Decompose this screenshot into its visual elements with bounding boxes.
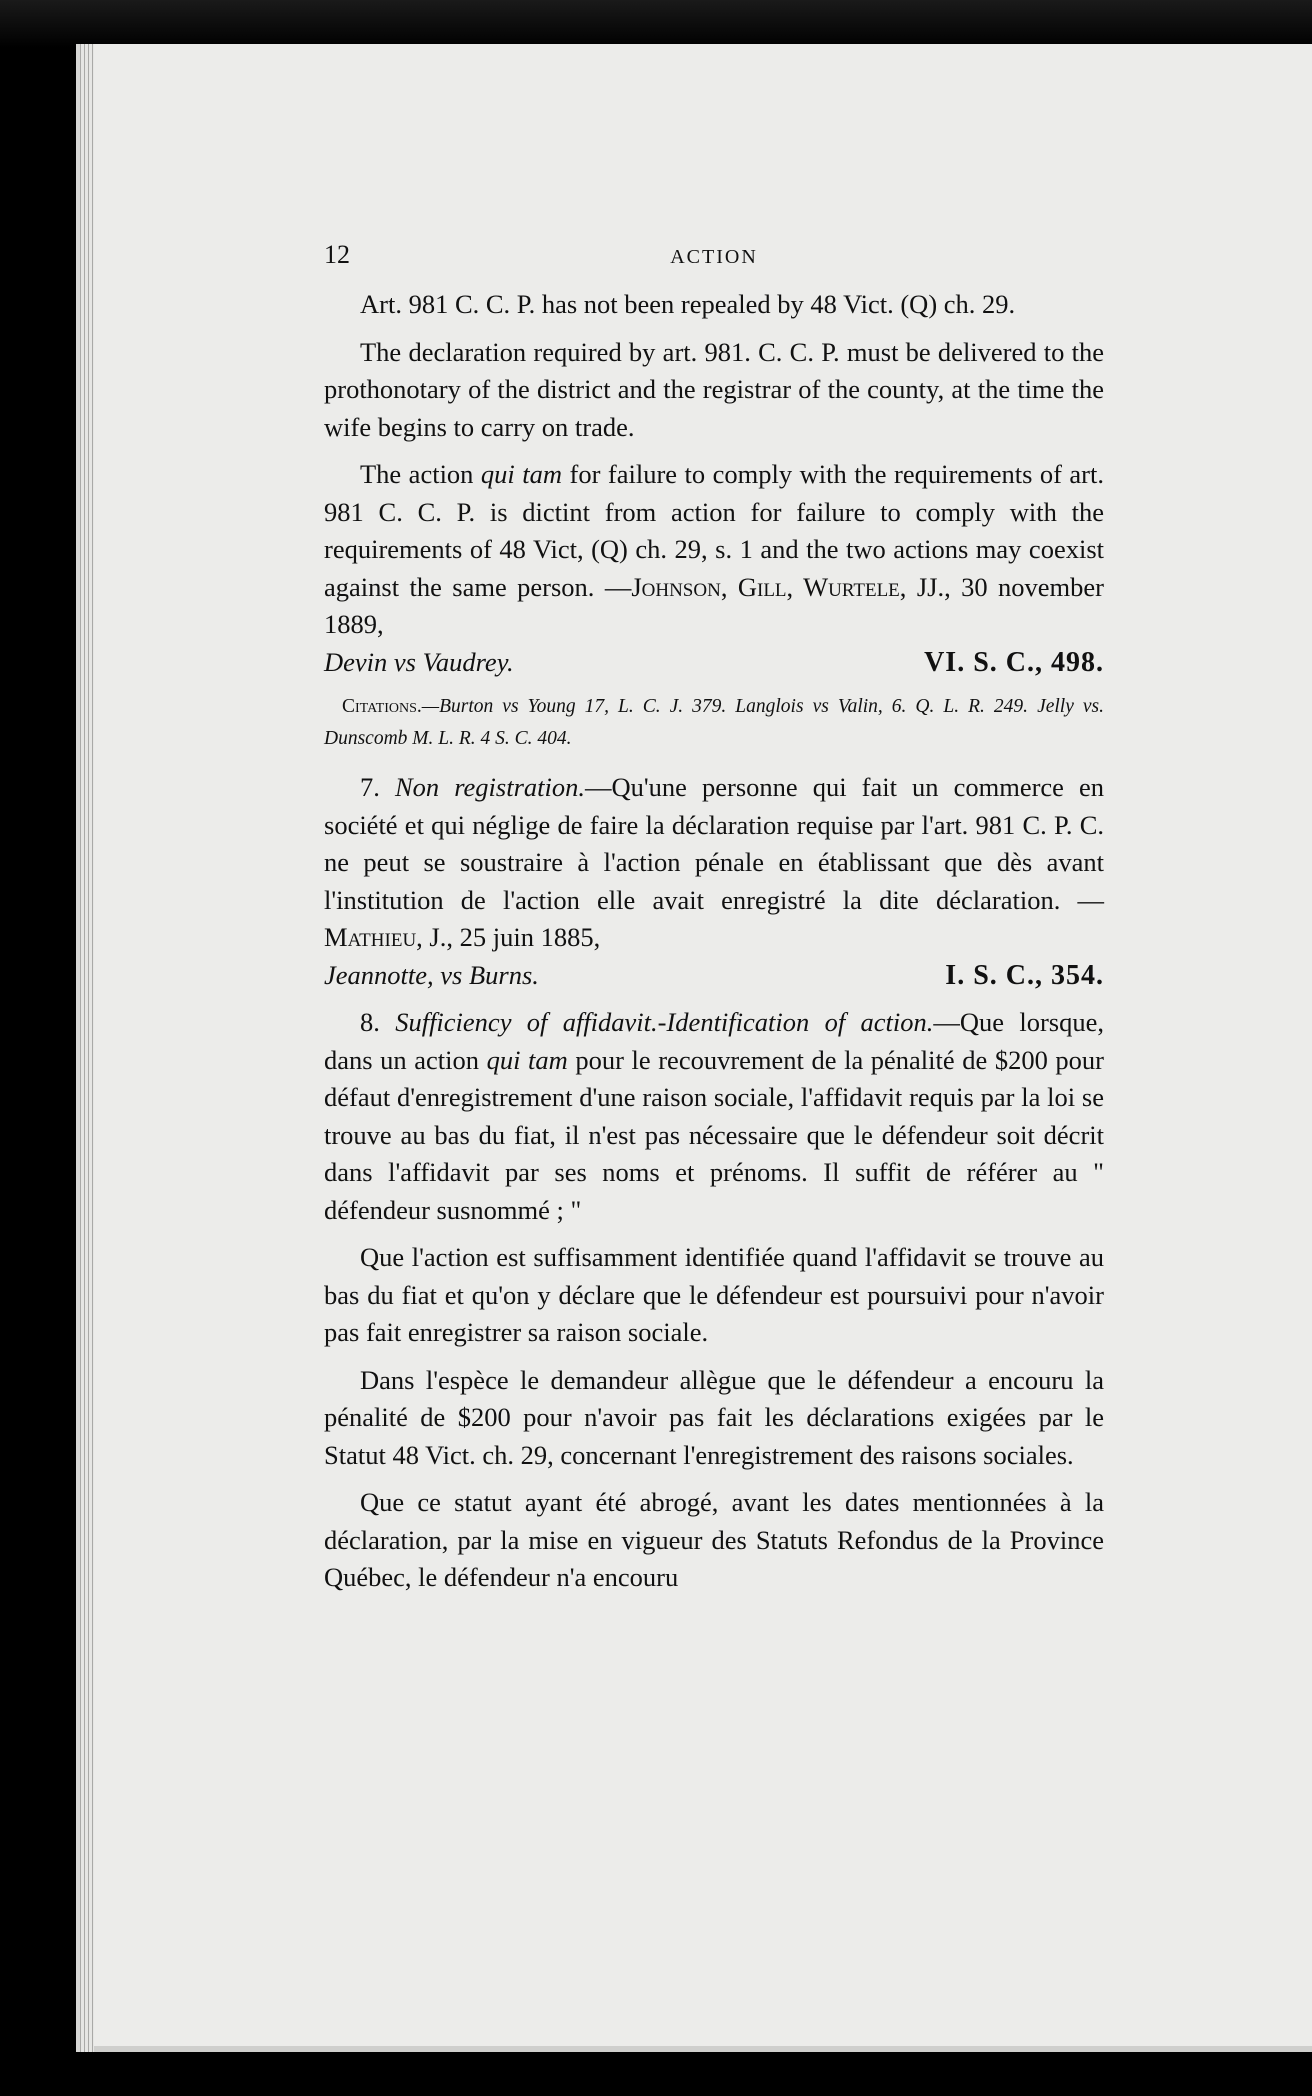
paragraph-2: The declaration required by art. 981. C. C. P. must be delivered to the prothonotary of the district and the registrar of the county, at the time the wife begins to carry on trade. — [324, 336, 1104, 442]
paragraph-8-text-a: —Que lorsque, dans un action — [324, 1007, 1104, 1075]
citations-note — [324, 691, 1104, 755]
book-gutter — [80, 44, 94, 2052]
paragraph-3-start: The action — [360, 459, 481, 489]
paragraph-7-title: Non registration. — [394, 772, 585, 802]
paragraph-8-title: Sufficiency of affidavit.-Identification of action. — [395, 1007, 934, 1037]
paragraph-9: Que l'action est suffisamment identifiée quand l'affidavit se trouve au bas du fiat et qu'on y déclare que le défendeur est poursuivi pour n'avoir pas fait enregistrer sa raison sociale. — [324, 1242, 1104, 1347]
judgment-date: , 30 november 1889, — [324, 571, 1104, 639]
paragraph-3 — [324, 456, 1104, 644]
paragraph-8-text-b: pour le recouvrement de la pénalité de $200 pour défaut d'enregistrement d'une raison sociale, l'affidavit requis par la loi se trouve au bas du fiat, il n'est pas nécessaire que le défendeur soit décrit dans l'affidavit par ses noms et prénoms. Il suffit de référer au " défendeur susnommé ; " — [324, 1044, 1104, 1225]
report-reference-2: I. S. C., 354. — [945, 959, 1104, 991]
citations-label: Citations. — [342, 696, 422, 717]
paragraph-7 — [324, 769, 1104, 957]
paragraph-3-rest: for failure to comply with the requirements of art. 981 C. C. P. is dictint from action for failure to comply with the requirements of 48 Vict, (Q) ch. 29, s. 1 and the two actions may coexist against the same person. — — [324, 459, 1104, 602]
paragraph-10: Dans l'espèce le demandeur allègue que le défendeur a encouru la pénalité de $200 pour n'avoir pas fait les déclarations exigées par le Statut 48 Vict. ch. 29, concernant l'enregistrement des raisons sociales. — [324, 1364, 1104, 1470]
paragraph-8-number: 8. — [360, 1007, 396, 1037]
running-head: ACTION — [670, 246, 758, 268]
paragraph-7-number: 7. — [360, 772, 395, 802]
paragraph-7-date: , J., 25 juin 1885, — [416, 922, 601, 952]
judges-names: Johnson, Gill, Wurtele, JJ. — [631, 571, 945, 602]
paragraph-8 — [324, 1004, 1104, 1229]
judge-name: Mathieu — [324, 922, 417, 952]
paragraph-3-italic: qui tam — [480, 459, 563, 489]
paragraph-1: Art. 981 C. C. P. has not been repealed by 48 Vict. (Q) ch. 29. — [360, 289, 1016, 319]
case-reference-line-1 — [324, 644, 1104, 682]
page-header — [324, 236, 1104, 274]
page-text — [324, 236, 1104, 1607]
paragraph-7-text: —Qu'une personne qui fait un commerce en société et qui néglige de faire la déclaration requise par l'art. 981 C. P. C. ne peut se soustraire à l'action pénale en établissant que dès avant l'institution de l'action elle avait enregistré la dite déclaration. — — [324, 772, 1105, 915]
case-name-1: Devin vs Vaudrey. — [324, 646, 514, 677]
case-name-2: Jeannotte, vs Burns. — [324, 959, 539, 990]
paragraph-11: Que ce statut ayant été abrogé, avant les dates mentionnées à la déclaration, par la mise en vigueur des Statuts Refondus de la Province Québec, le défendeur n'a encouru — [324, 1487, 1104, 1592]
scan-top-edge — [0, 0, 1312, 48]
case-reference-line-2 — [324, 957, 1104, 995]
citations-text: —Burton vs Young 17, L. C. J. 379. Langlois vs Valin, 6. Q. L. R. 249. Jelly vs. Dunscomb M. L. R. 4 S. C. 404. — [324, 696, 1104, 749]
report-reference-1: VI. S. C., 498. — [924, 646, 1104, 678]
paragraph-8-italic: qui tam — [486, 1044, 568, 1075]
page-number: 12 — [324, 240, 350, 269]
